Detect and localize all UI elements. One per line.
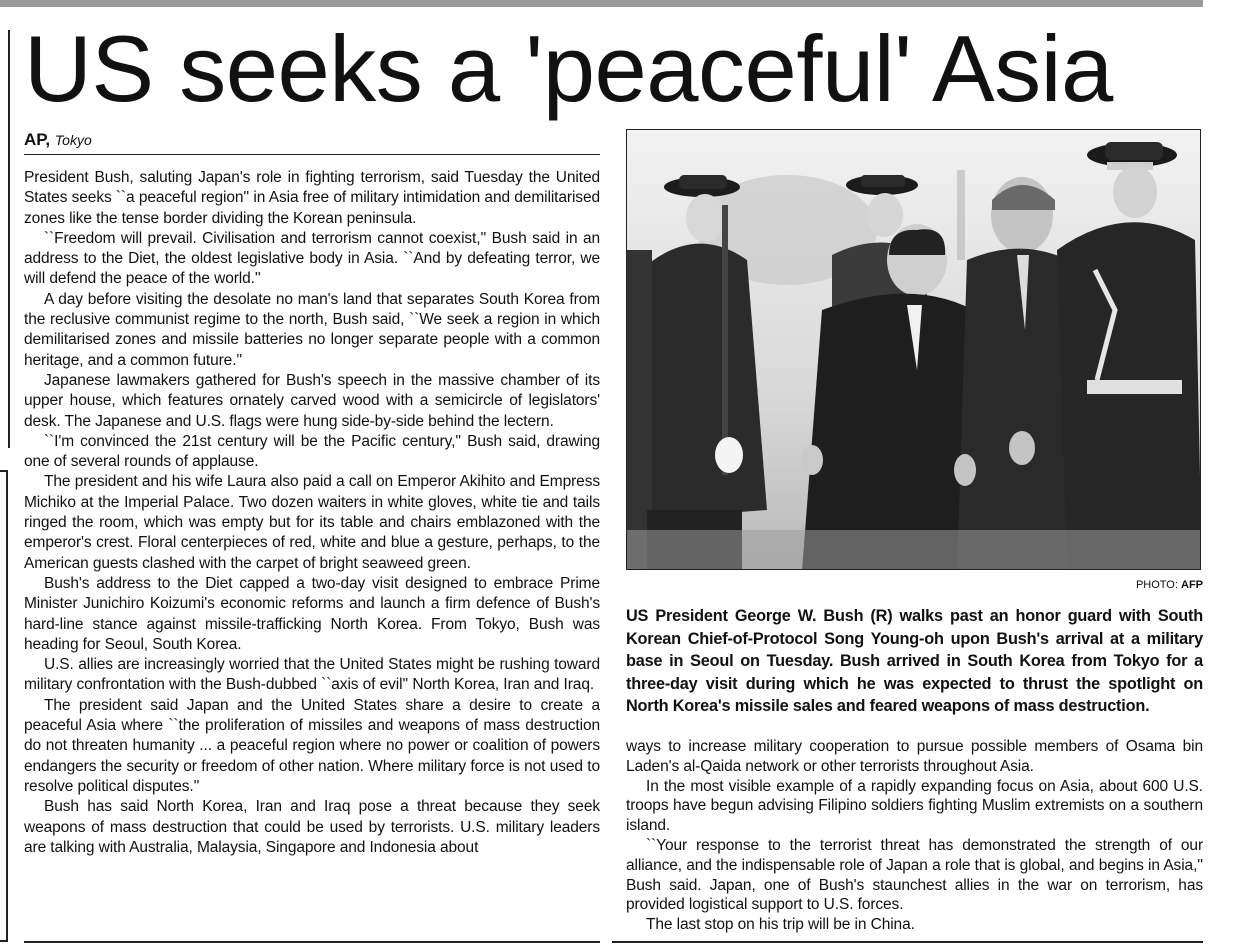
byline-source: AP, bbox=[24, 130, 51, 149]
left-margin-rule bbox=[8, 30, 10, 448]
photo-credit-agency: AFP bbox=[1181, 579, 1203, 591]
bottom-rule bbox=[612, 941, 1203, 943]
article-body-right bbox=[626, 737, 1203, 937]
byline-location: Tokyo bbox=[54, 132, 92, 148]
photo-illustration bbox=[627, 130, 1201, 570]
paragraph: Bush's address to the Diet capped a two-day visit designed to embrace Prime Minister Junichiro Koizumi's economic reforms and launch a firm defence of Bush's hard-line stance against missile-trafficking North Korea. From Tokyo, Bush was heading for Seoul, South Korea. bbox=[24, 574, 600, 653]
photo-credit bbox=[626, 578, 1203, 592]
paragraph: President Bush, saluting Japan's role in fighting terrorism, said Tuesday the United States seeks ``a peaceful region'' in Asia free of military intimidation and demilitarised zones like the tense border dividing the Korean peninsula. bbox=[24, 169, 600, 227]
paragraph: Japanese lawmakers gathered for Bush's speech in the massive chamber of its upper house, which features ornately carved wood with a semicircle of legislators' desk. The Japanese and U.S. flags were hung side-by-side behind the lectern. bbox=[24, 371, 600, 430]
paragraph: The president and his wife Laura also paid a call on Emperor Akihito and Empress Michiko at the Imperial Palace. Two dozen waiters in white gloves, white tie and tails ringed the room, which was empty but for its table and chairs emblazoned with the emperor's crest. Floral centerpieces of red, white and blue a gesture, perhaps, to the American guests clashed with the carpet of bright seaweed green. bbox=[24, 473, 600, 572]
paragraph: Bush has said North Korea, Iran and Iraq pose a threat because they seek weapons of mass destruction that could be used by terrorists. U.S. military leaders are talking with Australia, Malaysia, Singapore and Indonesia about bbox=[24, 798, 600, 856]
paragraph: ``Freedom will prevail. Civilisation and terrorism cannot coexist,'' Bush said in an address to the Diet, the oldest legislative body in Asia. ``And by defeating terror, we will defend the peace of the world.'' bbox=[24, 229, 600, 288]
paragraph: U.S. allies are increasingly worried that the United States might be rushing toward military confrontation with the Bush-dubbed ``axis of evil'' North Korea, Iran and Iraq. bbox=[24, 656, 600, 694]
photo-credit-label: PHOTO: bbox=[1135, 579, 1178, 591]
article-body-left bbox=[24, 168, 600, 928]
byline bbox=[24, 128, 600, 155]
paragraph: ``Your response to the terrorist threat has demonstrated the strength of our alliance, and the indispensable role of Japan a role that is global, and begins in Asia,'' Bush said. Japan, one of Bush's staunchest allies in the war on terrorism, has provided logistical support to U.S. forces. bbox=[626, 836, 1203, 914]
paragraph: In the most visible example of a rapidly expanding focus on Asia, about 600 U.S. troops have begun advising Filipino soldiers fighting Muslim extremists on a southern island. bbox=[626, 777, 1203, 835]
news-photo bbox=[626, 129, 1201, 570]
paragraph: The president said Japan and the United States share a desire to create a peaceful Asia where ``the proliferation of missiles and weapons of mass destruction do not threaten humanity ... a peaceful region where no power or coalition of powers endangers the security or freedom of other nation. Where military force is not used to resolve political disputes.'' bbox=[24, 696, 600, 795]
top-rule bbox=[0, 0, 1203, 7]
bottom-rule bbox=[24, 941, 600, 943]
paragraph: A day before visiting the desolate no man's land that separates South Korea from the reclusive communist regime to the north, Bush said, ``We seek a region in which demilitarised zones and missile batteries no longer separate people with a common heritage, and a common future.'' bbox=[24, 290, 600, 369]
left-margin-bracket bbox=[0, 470, 8, 942]
photo-caption: US President George W. Bush (R) walks past an honor guard with South Korean Chief-of-Protocol Song Young-oh upon Bush's arrival at a military base in Seoul on Tuesday. Bush arrived in South Korea from Tokyo for a three-day visit during which he was expected to thrust the spotlight on North Korea's missile sales and feared weapons of mass destruction. bbox=[626, 607, 1203, 716]
headline: US seeks a 'peaceful' Asia bbox=[24, 16, 1113, 121]
paragraph: ways to increase military cooperation to pursue possible members of Osama bin Laden's al-Qaida network or other terrorists throughout Asia. bbox=[626, 738, 1203, 775]
paragraph: ``I'm convinced the 21st century will be the Pacific century,'' Bush said, drawing one of several rounds of applause. bbox=[24, 432, 600, 471]
paragraph: The last stop on his trip will be in China. bbox=[646, 916, 915, 934]
